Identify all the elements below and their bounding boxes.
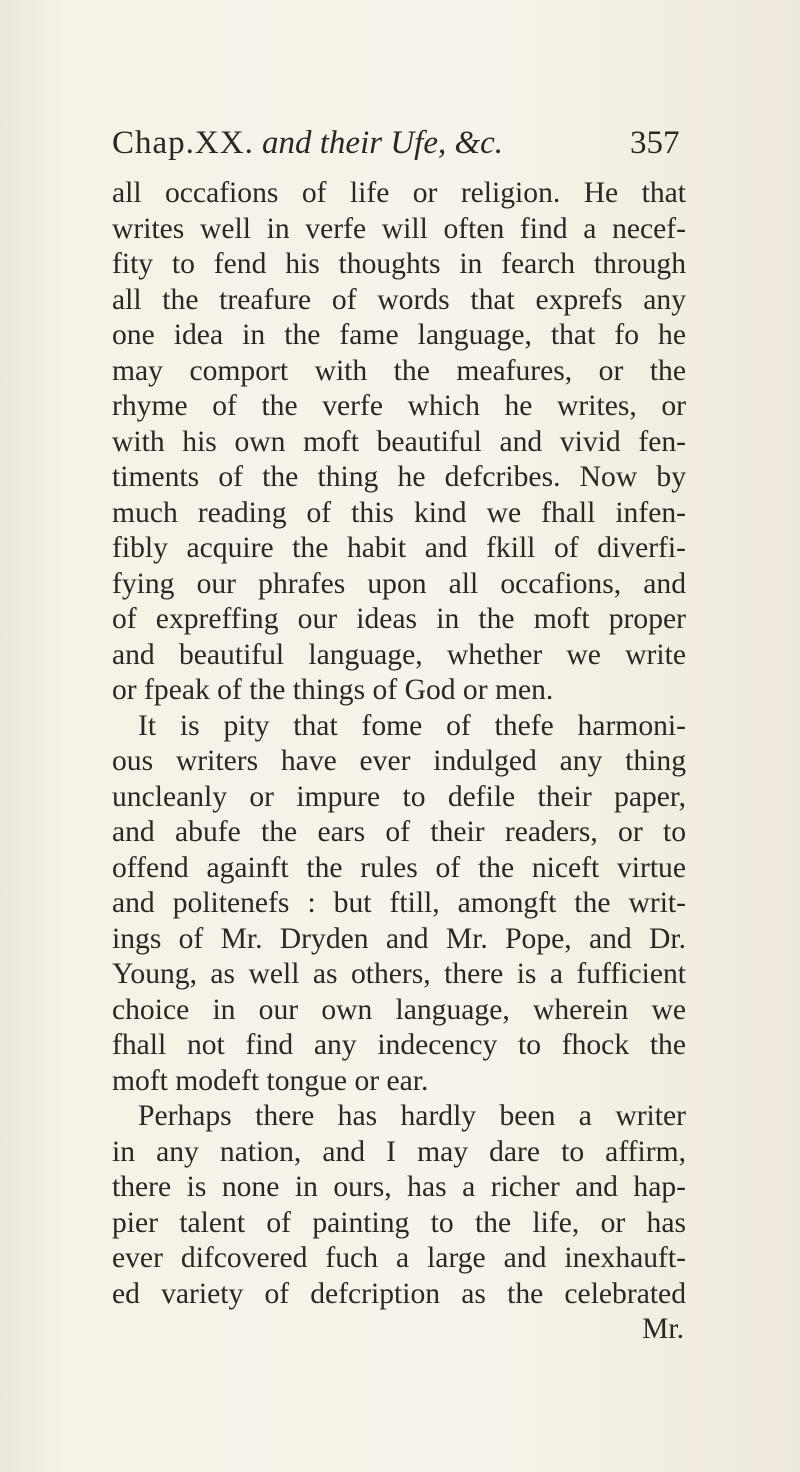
body-text	[112, 176, 686, 1348]
paragraph-start-line: It is pity that fome of thefe harmoni-	[138, 709, 686, 742]
text-line: much reading of this kind we fhall infen-	[112, 496, 686, 529]
text-line: offend againft the rules of the niceft virtue	[112, 851, 686, 884]
page-number: 357	[630, 125, 680, 161]
text-line: ed variety of defcription as the celebrated	[112, 1277, 686, 1310]
paragraph-start-line: Perhaps there has hardly been a writer	[138, 1100, 686, 1132]
text-line: all occafions of life or religion. He that	[112, 177, 686, 209]
text-line: and beautiful language, whether we write	[112, 638, 686, 671]
text-line: uncleanly or impure to defile their paper,	[112, 780, 686, 813]
catchword: Mr.	[642, 1313, 684, 1345]
text-line: may comport with the meafures, or the	[112, 354, 686, 387]
text-line: fying our phrafes upon all occafions, and	[112, 567, 686, 600]
text-line: fibly acquire the habit and fkill of diverfi-	[112, 532, 686, 564]
text-line: fhall not find any indecency to fhock the	[112, 1029, 686, 1061]
chapter-label	[112, 118, 254, 168]
text-line: there is none in ours, has a richer and hap-	[112, 1171, 686, 1203]
text-line: ings of Mr. Dryden and Mr. Pope, and Dr.	[112, 922, 686, 955]
text-line: or fpeak of the things of God or men.	[112, 674, 554, 706]
running-header	[112, 118, 682, 168]
running-title: and their Ufe, &c.	[262, 125, 504, 161]
text-line: pier talent of painting to the life, or has	[112, 1206, 686, 1239]
text-line: and politenefs : but ftill, amongft the writ-	[112, 887, 686, 919]
text-line: one idea in the fame language, that fo he	[112, 319, 686, 351]
text-line: of expreffing our ideas in the moft proper	[112, 603, 686, 635]
text-line: timents of the thing he defcribes. Now by	[112, 461, 686, 493]
chapter-number: .XX.	[185, 125, 254, 161]
text-line: moft modeft tongue or ear.	[112, 1064, 429, 1097]
text-line: with his own moft beautiful and vivid fen-	[112, 425, 686, 458]
text-line: choice in our own language, wherein we	[112, 993, 686, 1026]
text-line: ever difcovered fuch a large and inexhauft-	[112, 1242, 686, 1274]
text-line: all the treafure of words that exprefs any	[112, 283, 686, 316]
chapter-prefix: Chap	[112, 125, 186, 161]
text-line: fity to fend his thoughts in fearch through	[112, 248, 686, 280]
text-line: ous writers have ever indulged any thing	[112, 745, 686, 777]
text-line: rhyme of the verfe which he writes, or	[112, 390, 686, 422]
text-line: and abufe the ears of their readers, or to	[112, 816, 686, 848]
text-line: Young, as well as others, there is a fufficient	[112, 958, 686, 990]
text-line: writes well in verfe will often find a necef-	[112, 212, 686, 245]
text-line: in any nation, and I may dare to affirm,	[112, 1135, 686, 1168]
